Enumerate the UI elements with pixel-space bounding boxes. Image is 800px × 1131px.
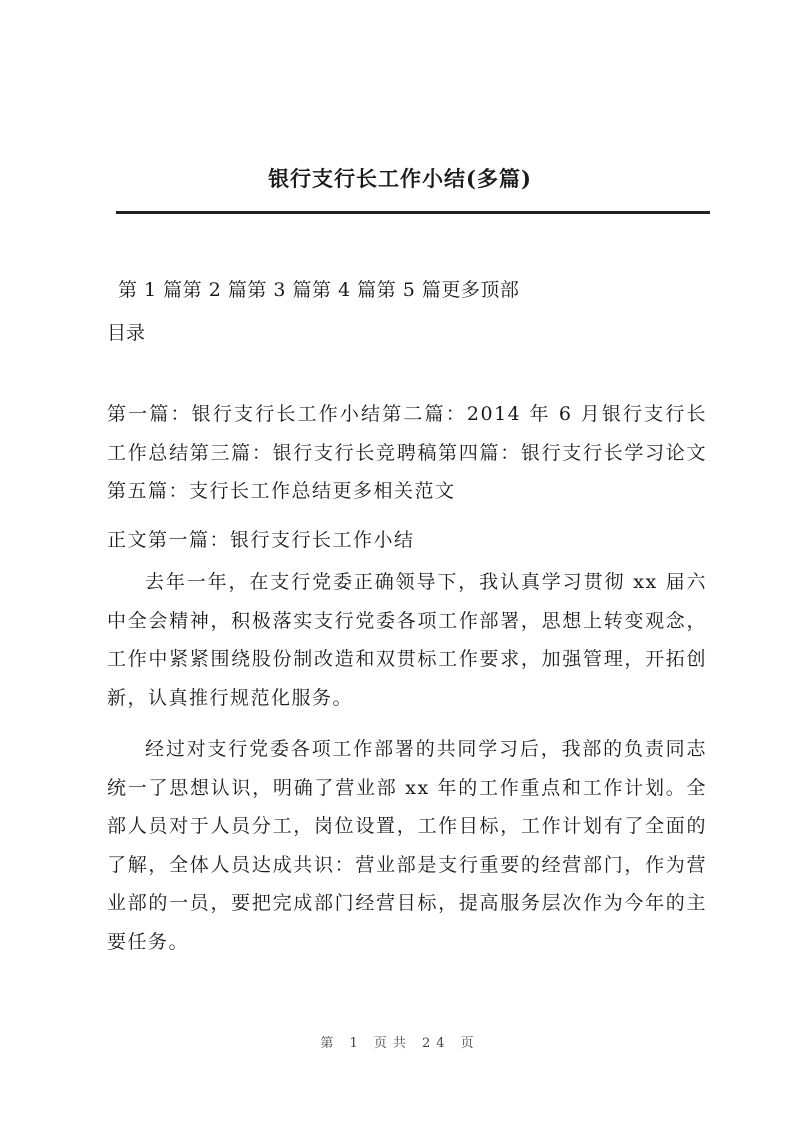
- body-heading: 正文第一篇：银行支行长工作小结: [107, 529, 415, 551]
- nav-link-part-2[interactable]: 第 2 篇: [182, 279, 248, 301]
- section-nav: [118, 275, 519, 302]
- toc-entries: 第一篇：银行支行长工作小结第二篇：2014 年 6 月银行支行长工作总结第三篇：银行支行长竞聘稿第四篇：银行支行长学习论文第五篇：支行长工作总结更多相关范文: [107, 403, 707, 502]
- nav-link-top[interactable]: 顶部: [480, 279, 520, 301]
- nav-link-part-5[interactable]: 第 5 篇: [376, 279, 442, 301]
- title-divider: [116, 211, 710, 214]
- nav-link-part-4[interactable]: 第 4 篇: [312, 279, 377, 301]
- nav-link-more[interactable]: 更多: [441, 279, 481, 301]
- page-footer: 第 1 页共 24 页: [320, 1036, 480, 1051]
- nav-link-part-1[interactable]: 第 1 篇: [118, 279, 183, 301]
- nav-link-part-3[interactable]: 第 3 篇: [247, 279, 313, 301]
- body-paragraph: 去年一年，在支行党委正确领导下，我认真学习贯彻 xx 届六中全会精神，积极落实支行党委各项工作部署，思想上转变观念，工作中紧紧围绕股份制改造和双贯标工作要求，加强管理，开拓创新，认真推行规范化服务。: [107, 571, 707, 709]
- toc-label: 目录: [107, 322, 146, 344]
- document-title: 银行支行长工作小结(多篇): [268, 166, 532, 191]
- body-paragraph: 经过对支行党委各项工作部署的共同学习后，我部的负责同志统一了思想认识，明确了营业部 xx 年的工作重点和工作计划。全部人员对于人员分工，岗位设置，工作目标，工作计划有了全面的了解，全体人员达成共识：营业部是支行重要的经营部门，作为营业部的一员，要把完成部门经营目标，提高服务层次作为今年的主要任务。: [107, 738, 707, 953]
